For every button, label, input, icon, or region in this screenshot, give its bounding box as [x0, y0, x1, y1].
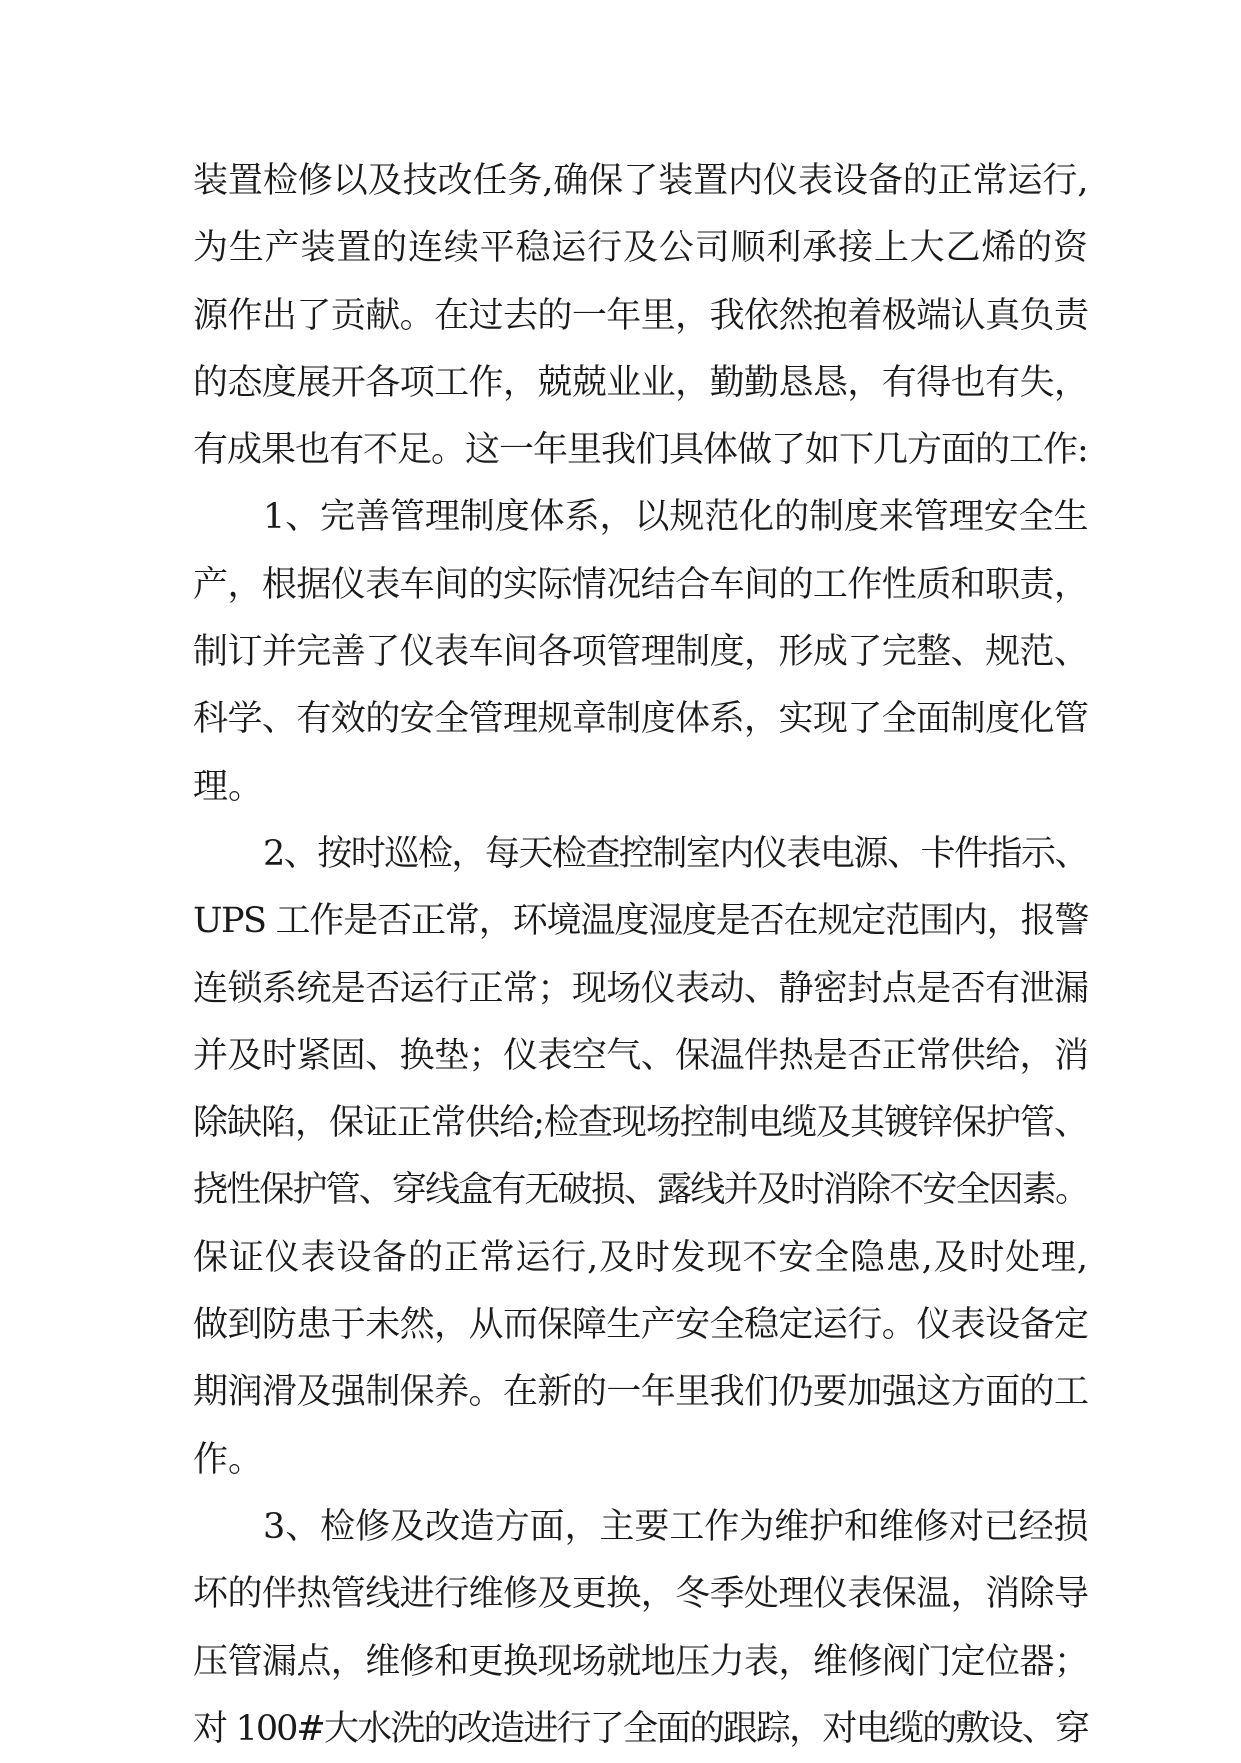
text-line: 并及时紧固、换垫；仪表空气、保温伴热是否正常供给，消 [193, 1035, 1088, 1076]
text-line: 期润滑及强制保养。在新的一年里我们仍要加强这方面的工 [193, 1372, 1088, 1413]
text-line: 保证仪表设备的正常运行,及时发现不安全隐患,及时处理, [193, 1237, 1088, 1278]
text-line: 制订并完善了仪表车间各项管理制度，形成了完整、规范、 [193, 632, 1088, 673]
document-body [193, 148, 1088, 1763]
text-line: 对 100#大水洗的改造进行了全面的跟踪，对电缆的敷设、穿 [193, 1708, 1088, 1749]
text-line: 连锁系统是否运行正常；现场仪表动、静密封点是否有泄漏 [193, 968, 1088, 1009]
text-line: 科学、有效的安全管理规章制度体系，实现了全面制度化管 [193, 699, 1088, 740]
text-line: 做到防患于未然，从而保障生产安全稳定运行。仪表设备定 [193, 1305, 1088, 1346]
text-line: 有成果也有不足。这一年里我们具体做了如下几方面的工作: [193, 430, 1088, 471]
text-line: 挠性保护管、穿线盒有无破损、露线并及时消除不安全因素。 [193, 1170, 1088, 1211]
text-line: 的态度展开各项工作，兢兢业业，勤勤恳恳，有得也有失， [193, 362, 1088, 403]
paragraph-2-first-line: 2、按时巡检，每天检查控制室内仪表电源、卡件指示、 [263, 833, 1088, 874]
text-line: 理。 [193, 766, 264, 807]
text-line: 除缺陷，保证正常供给;检查现场控制电缆及其镀锌保护管、 [193, 1103, 1088, 1144]
text-line: 装置检修以及技改任务,确保了装置内仪表设备的正常运行, [193, 161, 1088, 201]
text-line: 压管漏点，维修和更换现场就地压力表，维修阀门定位器； [193, 1641, 1088, 1682]
text-line: 坏的伴热管线进行维修及更换，冬季处理仪表保温，消除导 [193, 1574, 1088, 1615]
paragraph-1-first-line: 1、完善管理制度体系，以规范化的制度来管理安全生 [263, 497, 1088, 538]
text-line: UPS 工作是否正常，环境温度湿度是否在规定范围内，报警 [193, 901, 1088, 942]
paragraph-3-first-line: 3、检修及改造方面，主要工作为维护和维修对已经损 [263, 1506, 1088, 1547]
text-line: 源作出了贡献。在过去的一年里，我依然抱着极端认真负责 [193, 295, 1088, 336]
text-line: 为生产装置的连续平稳运行及公司顺利承接上大乙烯的资 [193, 228, 1088, 269]
text-line: 产，根据仪表车间的实际情况结合车间的工作性质和职责， [193, 564, 1088, 605]
text-line: 作。 [193, 1439, 264, 1480]
